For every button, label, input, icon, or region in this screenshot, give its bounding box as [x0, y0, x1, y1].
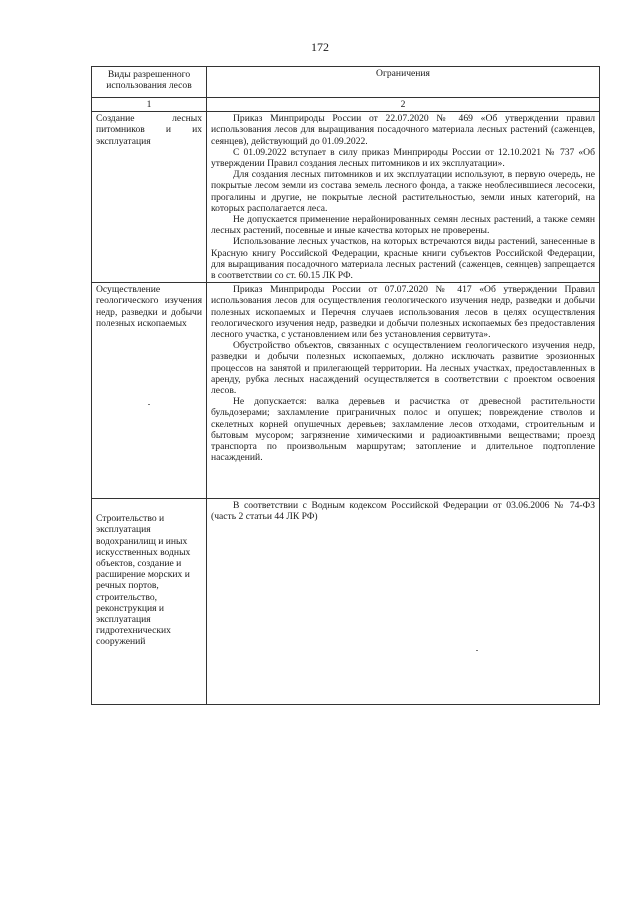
header-forest-use-types: Виды разрешенного использования лесов [92, 67, 207, 98]
restrictions-cell [207, 499, 600, 705]
restriction-paragraph: Обустройство объектов, связанных с осуществлением геологического изучения недр, разведки и добычи полезных ископаемых, должно исключать развитие эрозионных процессов на занятой и прилегающей территории. На лесных участках, предоставленных в аренду, рубка лесных насаждений осуществляется в соответствии с проектом освоения лесов. [211, 340, 595, 397]
column-number-row [92, 98, 600, 112]
restriction-paragraph: С 01.09.2022 вступает в силу приказ Минприроды России от 12.10.2021 № 737 «Об утверждении Правил создания лесных питомников и их эксплуатации». [211, 146, 595, 170]
forest-use-restrictions-table [91, 66, 600, 705]
restriction-paragraph: Не допускается применение нерайонированных семян лесных растений, а также семян лесных растений, посевные и иные качества которых не проверены. [211, 214, 595, 237]
table-row [92, 283, 600, 499]
restrictions-cell [207, 112, 600, 283]
column-number-1: 1 [92, 98, 207, 112]
restriction-paragraph: Приказ Минприроды России от 07.07.2020 № 417 «Об утверждении Правил использования лесов для осуществления геологического изучения недр, разведки и добычи полезных ископаемых и Перечня случаев использования лесов в целях осуществления геологического изучения недр, разведки и добычи полезных ископаемых без предоставления лесного участка, с установлением или без установления сервитута». [211, 284, 595, 341]
restriction-paragraph: Не допускается: валка деревьев и расчистка от древесной растительности бульдозерами; захламление приграничных полос и опушек; повреждение стволов и скелетных корней опушечных деревьев; захламление лесов отходами, строительным и бытовым мусором; загрязнение химическими и радиоактивными веществами; проезд транспорта по произвольным маршрутам; затопление и длительное подтопление насаждений. [211, 396, 595, 464]
page-number: 172 [311, 40, 329, 54]
table-row [92, 112, 600, 283]
table-row [92, 499, 600, 705]
restriction-paragraph: В соответствии с Водным кодексом Российской Федерации от 03.06.2006 № 74-ФЗ (часть 2 статьи 44 ЛК РФ) [211, 500, 595, 523]
restriction-paragraph: Использование лесных участков, на которых встречаются виды растений, занесенные в Красную книгу Российской Федерации, красные книги субъектов Российской Федерации, для выращивания посадочного материала лесных растений (саженцев, сеянцев) запрещается в соответствии со ст. 60.15 ЛК РФ. [211, 236, 595, 282]
scan-speck [476, 650, 478, 651]
table-header-row [92, 67, 600, 98]
column-number-2: 2 [207, 98, 600, 112]
forest-use-type: Осуществление геологического изучения недр, разведки и добычи полезных ископаемых [92, 283, 207, 499]
restriction-paragraph: Приказ Минприроды России от 22.07.2020 № 469 «Об утверждении правил использования лесов для выращивания посадочного материала лесных растений (саженцев, сеянцев), действующий до 01.09.2022. [211, 113, 595, 147]
header-restrictions: Ограничения [207, 67, 600, 98]
restriction-paragraph: Для создания лесных питомников и их эксплуатации используют, в первую очередь, не покрытые лесом земли из состава земель лесного фонда, а также необлесившиеся лесосеки, прогалины и другие, не покрытые лесной растительностью, земли иных категорий, на которых располагается леса. [211, 169, 595, 214]
restrictions-cell [207, 283, 600, 499]
forest-use-type: Создание лесных питомников и их эксплуатация [92, 112, 207, 283]
scan-speck [148, 404, 150, 405]
forest-use-type: Строительство и эксплуатация водохранилищ и иных искусственных водных объектов, создание и расширение морских и речных портов, строительство, реконструкция и эксплуатация гидротехнических сооружений [92, 499, 207, 705]
